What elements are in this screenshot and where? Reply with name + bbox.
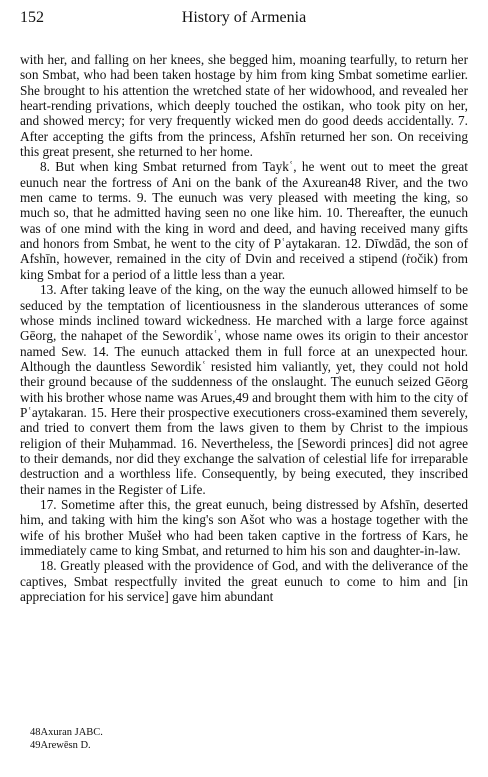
page-header <box>20 9 468 31</box>
footnote-49: 49Arewēsn D. <box>30 740 91 751</box>
footnote-divider <box>20 713 80 714</box>
body-text <box>20 52 468 604</box>
footnote-48: 48Axuran JABC. <box>30 727 103 738</box>
running-title: History of Armenia <box>181 9 307 26</box>
paragraph-continued: with her, and falling on her knees, she begged him, moaning tearfully, to return her son Smbat, who had been taken hostage by him from king Smbat sometime earlier. She brought to his attention the wretched state of her widowhood, and revealed her heart-rending privations, which deeply touched the ostikan, who took pity on her, and showed mercy; for very frequently wicked men do good deeds accidentally. 7. After accepting the gifts from the princess, Afshīn returned her son. On receiving this great present, she returned to her home. <box>20 52 468 160</box>
paragraph-8: 8. But when king Smbat returned from Taykʿ, he went out to meet the great eunuch near the fortress of Ani on the bank of the Axurean48 River, and the two men came to terms. 9. The eunuch was very pleased with meeting the king, so much so, that he admitted having seen no one like him. 10. Thereafter, the eunuch was of one mind with the king in word and deed, and having received many gifts and honors from Smbat, he went to the city of Pʿaytakaran. 12. Dīwdād, the son of Afshīn, however, remained in the city of Dvin and received a stipend (ṙočik) from king Smbat for a period of a little less than a year. <box>20 159 468 282</box>
page-number: 152 <box>20 9 44 26</box>
footnotes <box>20 726 468 752</box>
paragraph-13: 13. After taking leave of the king, on the way the eunuch allowed himself to be seduced by the temptation of licentiousness in the slanderous utterances of some whose minds inclined toward wickedness. He marched with a large force against Gēorg, the nahapet of the Sewordikʿ, whose name owes its origin to their ancestor named Sew. 14. The eunuch attacked them in full force at an unexpected hour. Although the dauntless Sewordikʿ resisted him valiantly, yet, they could not hold their ground because of the suddenness of the onslaught. The eunuch seized Gēorg with his brother whose name was Arues,49 and brought them with him to the city of Pʿaytakaran. 15. Here their prospective executioners cross-examined them severely, and tried to convert them from the laws given to them by Christ to the impious religion of their Muḥammad. 16. Nevertheless, the [Sewordi princes] did not agree to their demands, nor did they exchange the salvation of celestial life for irreparable destruction and a worthless life. Consequently, by being executed, they inscribed their names in the Register of Life. <box>20 282 468 497</box>
paragraph-17: 17. Sometime after this, the great eunuch, being distressed by Afshīn, deserted him, and taking with him the king's son Ašot who was a hostage together with the wife of his brother Mušeł who had been taken captive in the fortress of Kars, he immediately came to king Smbat, and returned to him his son and daughter-in-law. <box>20 496 468 558</box>
paragraph-18: 18. Greatly pleased with the providence of God, and with the deliverance of the captives, Smbat respectfully invited the great eunuch to come to him and [in appreciation for his service] gave him abundant <box>20 558 468 605</box>
